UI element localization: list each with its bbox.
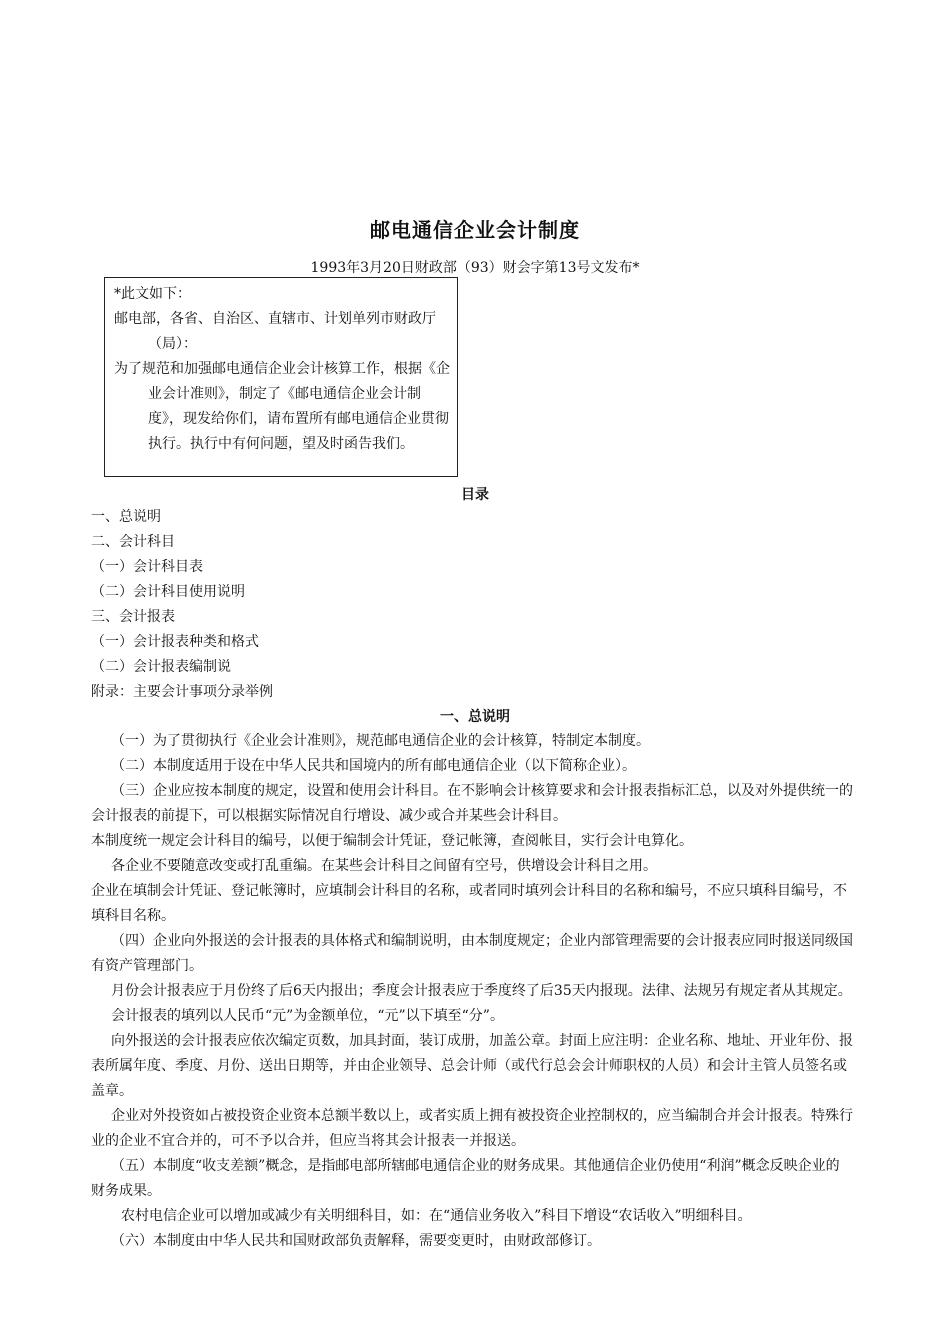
paragraph: 月份会计报表应于月份终了后6天内报出；季度会计报表应于季度终了后35天内报现。法律、法规另有规定者从其规定。 [111, 983, 852, 999]
toc-item: （一）会计报表种类和格式 [91, 634, 259, 650]
toc-item: 三、会计报表 [91, 609, 175, 625]
toc-heading: 目录 [461, 487, 489, 503]
paragraph: 会计报表的填列以人民币“元”为金额单位，“元”以下填至“分”。 [111, 1008, 504, 1024]
toc-item: 附录：主要会计事项分录举例 [91, 684, 273, 700]
notice-line-1: *此文如下： [114, 286, 191, 302]
toc-item: 二、会计科目 [91, 534, 175, 550]
paragraph: 各企业不要随意改变或打乱重编。在某些会计科目之间留有空号，供增设会计科目之用。 [111, 858, 657, 874]
paragraph: （六）本制度由中华人民共和国财政部负责解释，需要变更时，由财政部修订。 [111, 1233, 601, 1249]
notice-line-2: 邮电部，各省、自治区、直辖市、计划单列市财政厅（局）： [114, 311, 436, 352]
paragraph: （三）企业应按本制度的规定，设置和使用会计科目。在不影响会计核算要求和会计报表指标汇总，以及对外提供统一的会计报表的前提下，可以根据实际情况自行增设、减少或合并某些会计科目。 [91, 783, 853, 824]
toc-item: （二）会计报表编制说 [91, 659, 231, 675]
toc-item: 一、总说明 [91, 509, 161, 525]
table-of-contents [91, 505, 791, 705]
paragraph: （二）本制度适用于设在中华人民共和国境内的所有邮电通信企业（以下简称企业）。 [111, 758, 636, 774]
paragraph: 企业对外投资如占被投资企业资本总额半数以上，或者实质上拥有被投资企业控制权的，应当编制合并会计报表。特殊行业的企业不宜合并的，可不予以合并，但应当将其会计报表一并报送。 [91, 1108, 853, 1149]
paragraph: （一）为了贯彻执行《企业会计准则》，规范邮电通信企业的会计核算，特制定本制度。 [111, 733, 650, 749]
toc-item: （二）会计科目使用说明 [91, 584, 245, 600]
paragraph: 农村电信企业可以增加或减少有关明细科目，如：在“通信业务收入”科目下增设“农话收入”明细科目。 [121, 1208, 752, 1224]
notice-line-3: 为了规范和加强邮电通信企业会计核算工作，根据《企业会计准则》，制定了《邮电通信企业会计制度》，现发给你们，请布置所有邮电通信企业贯彻执行。执行中有何问题，望及时函告我们。 [114, 361, 450, 452]
paragraph: （四）企业向外报送的会计报表的具体格式和编制说明，由本制度规定；企业内部管理需要的会计报表应同时报送同级国有资产管理部门。 [91, 933, 853, 974]
paragraph: （五）本制度“收支差额”概念，是指邮电部所辖邮电通信企业的财务成果。其他通信企业仍使用“利润”概念反映企业的财务成果。 [91, 1158, 840, 1199]
document-title: 邮电通信企业会计制度 [370, 218, 580, 242]
notice-box [104, 277, 458, 477]
toc-item: （一）会计科目表 [91, 559, 203, 575]
paragraph: 本制度统一规定会计科目的编号，以便于编制会计凭证，登记帐簿，查阅帐目，实行会计电算化。 [91, 833, 693, 849]
section-body [91, 729, 853, 1254]
paragraph: 向外报送的会计报表应依次编定页数，加具封面，装订成册，加盖公章。封面上应注明：企业名称、地址、开业年份、报表所属年度、季度、月份、送出日期等，并由企业领导、总会计师（或代行总会会计师职权的人员）和会计主管人员签名或盖章。 [91, 1033, 853, 1099]
paragraph: 企业在填制会计凭证、登记帐簿时，应填制会计科目的名称，或者同时填列会计科目的名称和编号，不应只填科目编号，不填科目名称。 [91, 883, 847, 924]
document-subtitle: 1993年3月20日财政部（93）财会字第13号文发布* [310, 260, 640, 276]
section-heading: 一、总说明 [440, 709, 510, 725]
